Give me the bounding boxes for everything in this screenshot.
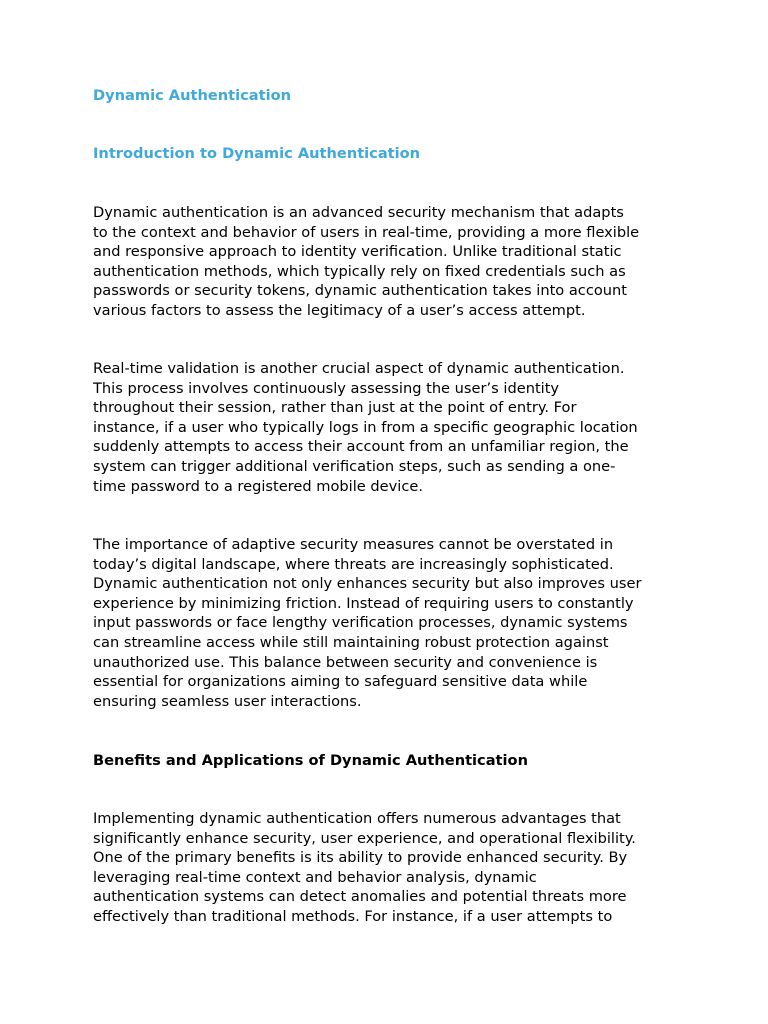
paragraph-line: time password to a registered mobile device.	[93, 477, 423, 495]
paragraph-line: throughout their session, rather than just at the point of entry. For	[93, 399, 577, 417]
paragraph-benefits	[93, 809, 636, 927]
paragraph-line: authentication systems can detect anomalies and potential threats more	[93, 888, 627, 906]
paragraph-line: and responsive approach to identity verification. Unlike traditional static	[93, 243, 622, 261]
paragraph-line: One of the primary benefits is its ability to provide enhanced security. By	[93, 849, 628, 867]
paragraph-line: ensuring seamless user interactions.	[93, 692, 362, 710]
section-heading: Introduction to Dynamic Authentication	[93, 145, 421, 162]
paragraph-adaptive-security	[93, 535, 641, 711]
paragraph-line: essential for organizations aiming to safeguard sensitive data while	[93, 673, 588, 691]
paragraph-line: system can trigger additional verification steps, such as sending a one-	[93, 457, 616, 475]
paragraph-line: The importance of adaptive security measures cannot be overstated in	[93, 536, 614, 553]
paragraph-line: can streamline access while still maintaining robust protection against	[93, 633, 609, 651]
paragraph-line: today’s digital landscape, where threats are increasingly sophisticated.	[93, 555, 614, 573]
benefits-subheading: Benefits and Applications of Dynamic Authentication	[93, 752, 528, 769]
paragraph-line: to the context and behavior of users in real-time, providing a more flexible	[93, 223, 640, 241]
paragraph-line: Dynamic authentication not only enhances security but also improves user	[93, 575, 642, 593]
paragraph-line: Dynamic authentication is an advanced security mechanism that adapts	[93, 204, 624, 221]
paragraph-line: effectively than traditional methods. For instance, if a user attempts to	[93, 907, 613, 925]
paragraph-line: significantly enhance security, user experience, and operational flexibility.	[93, 829, 636, 847]
paragraph-line: unauthorized use. This balance between security and convenience is	[93, 653, 598, 671]
paragraph-line: leveraging real-time context and behavior analysis, dynamic	[93, 868, 537, 886]
paragraph-realtime-validation	[93, 359, 638, 496]
paragraph-line: authentication methods, which typically rely on fixed credentials such as	[93, 262, 626, 280]
paragraph-line: input passwords or face lengthy verification processes, dynamic systems	[93, 614, 628, 632]
paragraph-line: This process involves continuously assessing the user’s identity	[93, 379, 560, 397]
paragraph-intro	[93, 203, 639, 321]
paragraph-line: Real-time validation is another crucial aspect of dynamic authentication.	[93, 360, 625, 377]
paragraph-line: suddenly attempts to access their account from an unfamiliar region, the	[93, 438, 629, 456]
paragraph-line: various factors to assess the legitimacy of a user’s access attempt.	[93, 301, 586, 319]
paragraph-line: Implementing dynamic authentication offers numerous advantages that	[93, 810, 621, 827]
paragraph-line: passwords or security tokens, dynamic authentication takes into account	[93, 282, 627, 300]
paragraph-line: instance, if a user who typically logs in from a specific geographic location	[93, 418, 638, 436]
document-title: Dynamic Authentication	[93, 87, 292, 104]
paragraph-line: experience by minimizing friction. Instead of requiring users to constantly	[93, 594, 634, 612]
